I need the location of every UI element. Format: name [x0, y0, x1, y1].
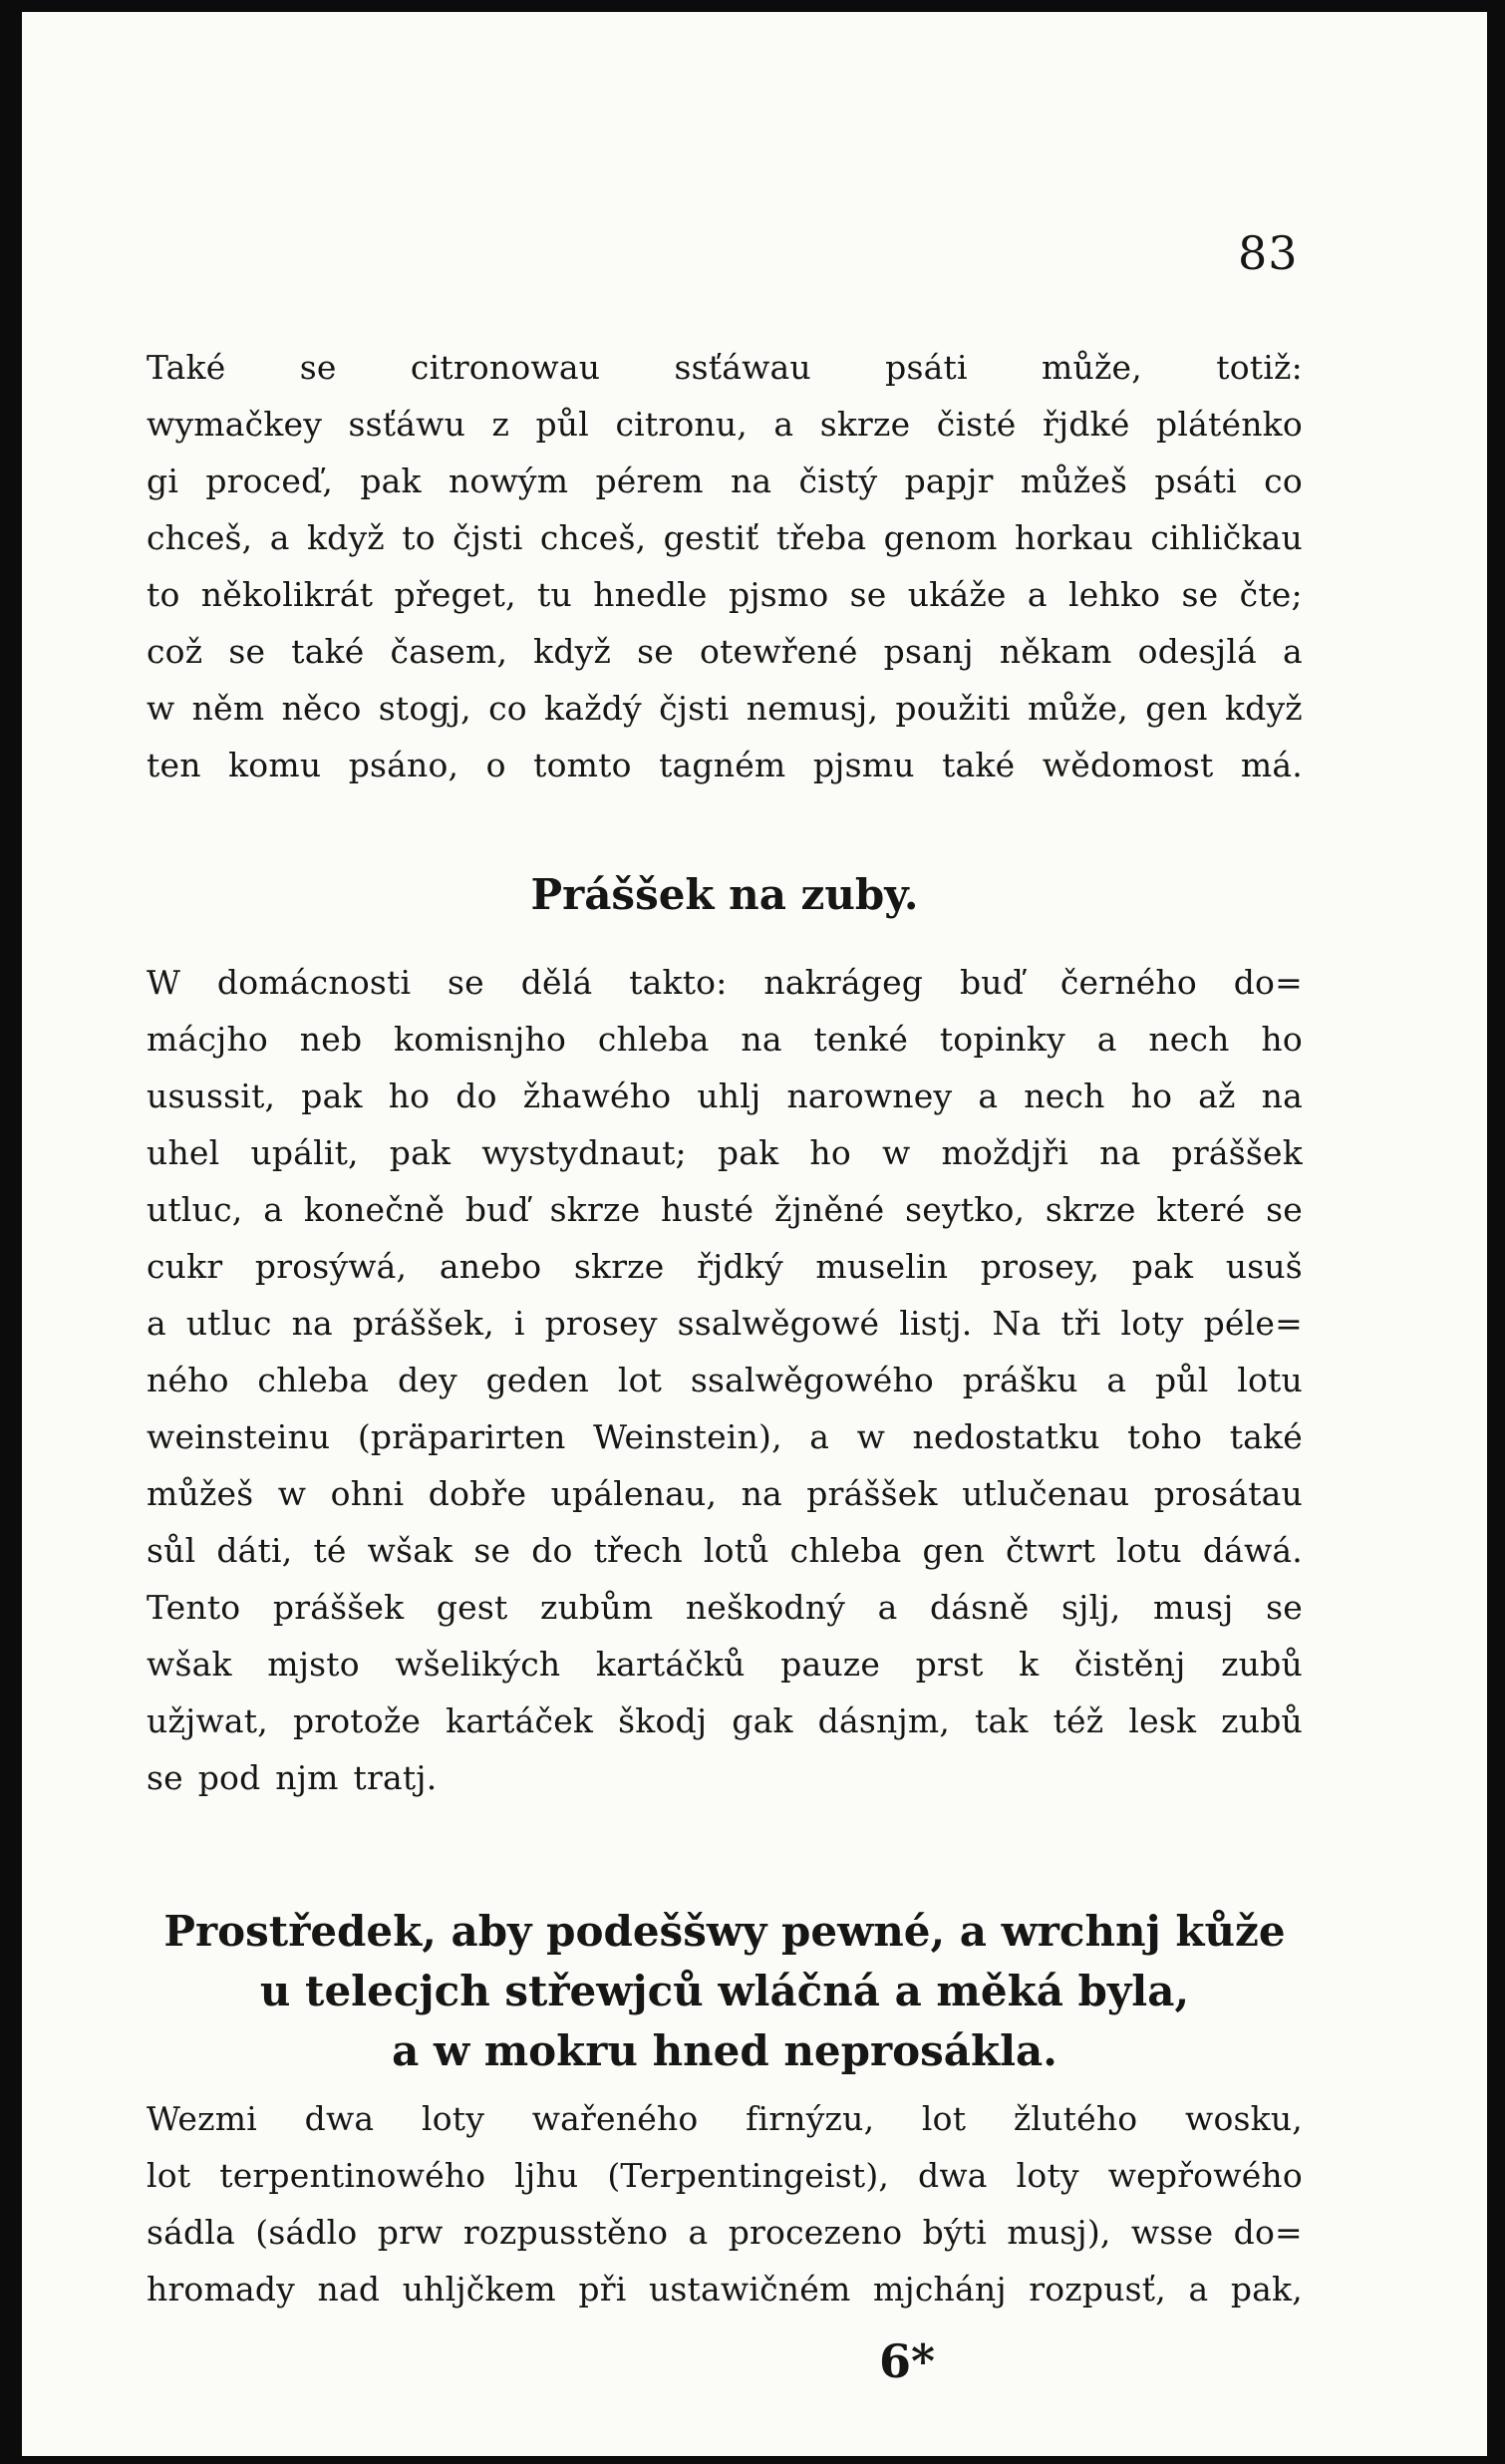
- text-line: a utluc na práššek, i prosey ssalwěgowé listj. Na tři loty péle=: [147, 1304, 1303, 1343]
- text-line: užjwat, protože kartáček škodj gak dásnjm, tak též lesk zubů: [147, 1701, 1303, 1740]
- heading-line: a w mokru hned neprosákla.: [392, 2026, 1057, 2075]
- heading-leather-treatment: [147, 1902, 1303, 2081]
- text-line: cukr prosýwá, anebo skrze řjdký muselin prosey, pak usuš: [147, 1247, 1303, 1286]
- text-line: hromady nad uhljčkem při ustawičném mjchánj rozpusť, a pak,: [147, 2270, 1303, 2309]
- text-line: Wezmi dwa loty wařeného firnýzu, lot žlutého wosku,: [147, 2099, 1303, 2138]
- text-line: gi proceď, pak nowým pérem na čistý papjr můžeš psáti co: [147, 462, 1303, 500]
- text-line: se pod njm tratj.: [147, 1758, 438, 1797]
- text-line: můžeš w ohni dobře upálenau, na práššek utlučenau prosátau: [147, 1474, 1303, 1513]
- paragraph-invisible-ink: [147, 339, 1303, 793]
- text-line: uhel upálit, pak wystydnaut; pak ho w moždjři na práššek: [147, 1133, 1303, 1172]
- paragraph-tooth-powder: [147, 954, 1303, 1806]
- text-line: wymačkey ssťáwu z půl citronu, a skrze čisté řjdké pláténko: [147, 405, 1303, 444]
- text-line: utluc, a konečně buď skrze husté žjněné seytko, skrze které se: [147, 1190, 1303, 1229]
- text-line: W domácnosti se dělá takto: nakrágeg buď černého do=: [147, 963, 1303, 1002]
- text-line: mácjho neb komisnjho chleba na tenké topinky a nech ho: [147, 1020, 1303, 1059]
- text-line: sádla (sádlo prw rozpusstěno a procezeno býti musj), wsse do=: [147, 2213, 1303, 2252]
- text-line: usussit, pak ho do žhawého uhlj narowney a nech ho až na: [147, 1077, 1303, 1115]
- text-line: wšak mjsto wšelikých kartáčků pauze prst k čistěnj zubů: [147, 1645, 1303, 1684]
- text-line: což se také časem, když se otewřené psanj někam odesjlá a: [147, 632, 1303, 671]
- heading-tooth-powder: Práššek na zuby.: [530, 870, 919, 919]
- text-line: lot terpentinowého ljhu (Terpentingeist), dwa loty wepřowého: [147, 2156, 1303, 2195]
- text-line: Tento práššek gest zubům neškodný a dásně sjlj, musj se: [147, 1588, 1303, 1627]
- text-line: to několikrát přeget, tu hnedle pjsmo se ukáže a lehko se čte;: [147, 575, 1303, 614]
- text-line: w něm něco stogj, co každý čjsti nemusj, použiti může, gen když: [147, 689, 1303, 728]
- heading-line: Prostředek, aby podeššwy pewné, a wrchnj kůže: [163, 1907, 1286, 1956]
- text-line: ného chleba dey geden lot ssalwěgowého prášku a půl lotu: [147, 1361, 1303, 1399]
- signature-mark: 6*: [879, 2334, 936, 2388]
- text-line: weinsteinu (präparirten Weinstein), a w nedostatku toho také: [147, 1417, 1303, 1456]
- text-line: chceš, a když to čjsti chceš, gestiť třeba genom horkau cihličkau: [147, 518, 1303, 557]
- heading-line: u telecjch střewjců wláčná a měká byla,: [259, 1967, 1190, 2015]
- text-line: ten komu psáno, o tomto tagném pjsmu také wědomost má.: [147, 746, 1303, 784]
- page-number: 83: [1238, 226, 1299, 280]
- text-line: Také se citronowau ssťáwau psáti může, totiž:: [147, 348, 1303, 387]
- paragraph-leather-treatment: [147, 2090, 1303, 2317]
- text-line: sůl dáti, té wšak se do třech lotů chleba gen čtwrt lotu dáwá.: [147, 1531, 1303, 1570]
- book-page: [22, 12, 1487, 2456]
